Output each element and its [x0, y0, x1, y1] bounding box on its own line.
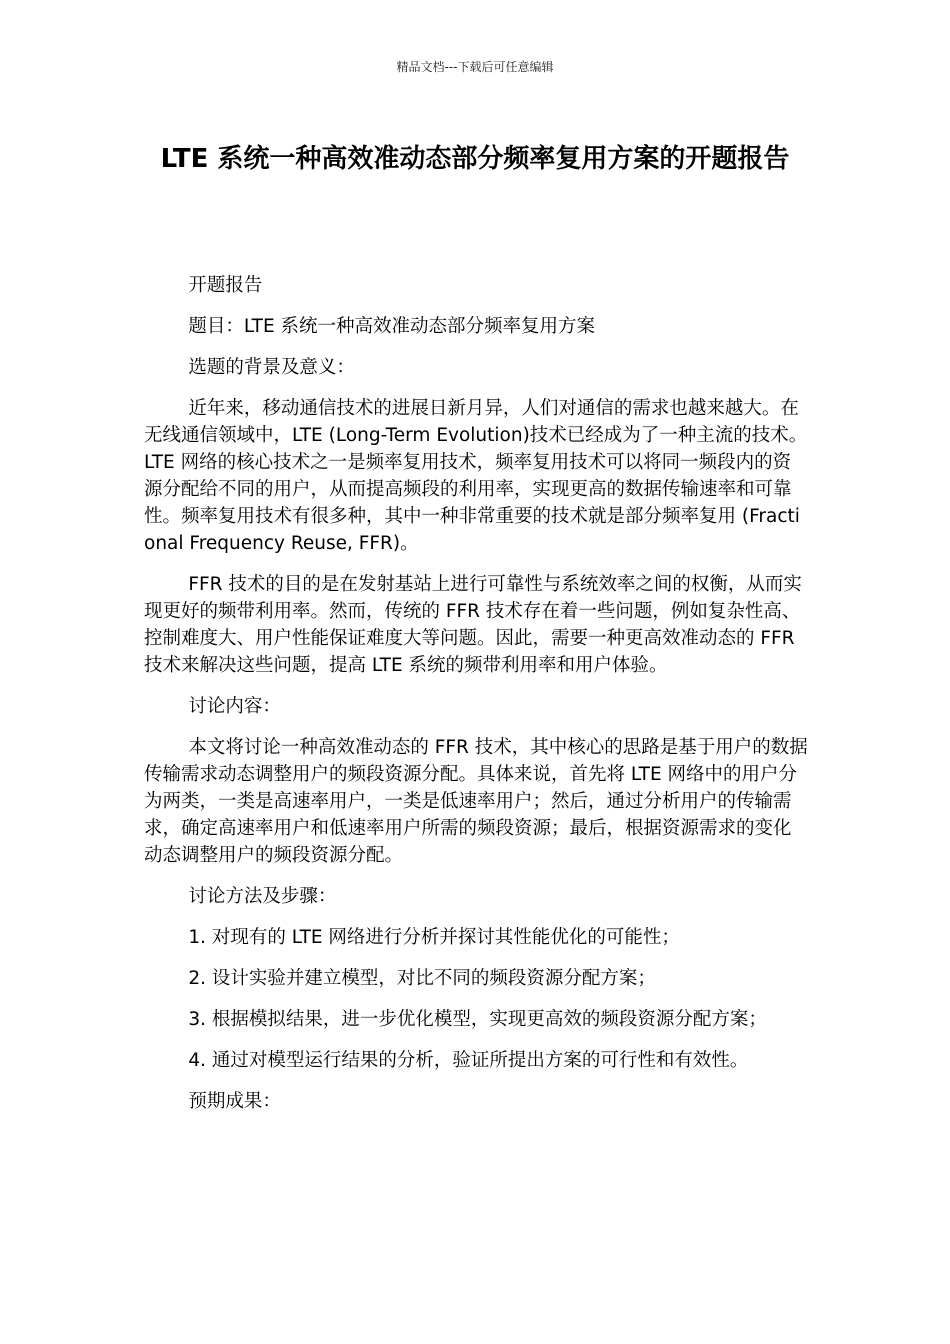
section-heading-method: 讨论方法及步骤：	[188, 886, 337, 907]
section-heading-background: 选题的背景及意义：	[188, 357, 355, 378]
section-heading-expected-results: 预期成果：	[188, 1091, 281, 1112]
list-item-step-4: 4. 通过对模型运行结果的分析，验证所提出方案的可行性和有效性。	[188, 1050, 749, 1071]
section-heading-content: 讨论内容：	[188, 696, 281, 717]
list-item-step-3: 3. 根据模拟结果，进一步优化模型，实现更高效的频段资源分配方案；	[188, 1009, 767, 1030]
list-item-step-2: 2. 设计实验并建立模型，对比不同的频段资源分配方案；	[188, 968, 656, 989]
paragraph-content: 本文将讨论一种高效准动态的 FFR 技术，其中核心的思路是基于用户的数据传输需求动态调整用户的频段资源分配。具体来说，首先将 LTE 网络中的用户分为两类，一类是高速率用户，一类是低速率用户；然后，通过分析用户的传输需求，确定高速率用户和低速率用户所需的频段资源；最后，根据资源需求的变化动态调整用户的频段资源分配。	[144, 737, 808, 866]
paragraph-ffr-purpose: FFR 技术的目的是在发射基站上进行可靠性与系统效率之间的权衡，从而实现更好的频带利用率。然而，传统的 FFR 技术存在着一些问题，例如复杂性高、控制难度大、用户性能保证难度大等问题。因此，需要一种更高效准动态的 FFR 技术来解决这些问题，提高 LTE 系统的频带利用率和用户体验。	[144, 574, 802, 676]
document-body	[144, 272, 808, 1129]
document-title: LTE 系统一种高效准动态部分频率复用方案的开题报告	[160, 144, 790, 174]
header-note: 精品文档---下载后可任意编辑	[396, 60, 554, 74]
section-label-report: 开题报告	[188, 275, 263, 296]
list-item-step-1: 1. 对现有的 LTE 网络进行分析并探讨其性能优化的可能性；	[188, 927, 680, 948]
paragraph-background: 近年来，移动通信技术的进展日新月异，人们对通信的需求也越来越大。在无线通信领域中，LTE (Long-Term Evolution)技术已经成为了一种主流的技术。LTE 网络的核心技术之一是频率复用技术，频率复用技术可以将同一频段内的资源分配给不同的用户，从而提高频段的利用率，实现更高的数据传输速率和可靠性。频率复用技术有很多种，其中一种非常重要的技术就是部分频率复用 (Fractional Frequency Reuse, FFR)。	[144, 398, 808, 554]
topic-line: 题目：LTE 系统一种高效准动态部分频率复用方案	[188, 316, 596, 337]
